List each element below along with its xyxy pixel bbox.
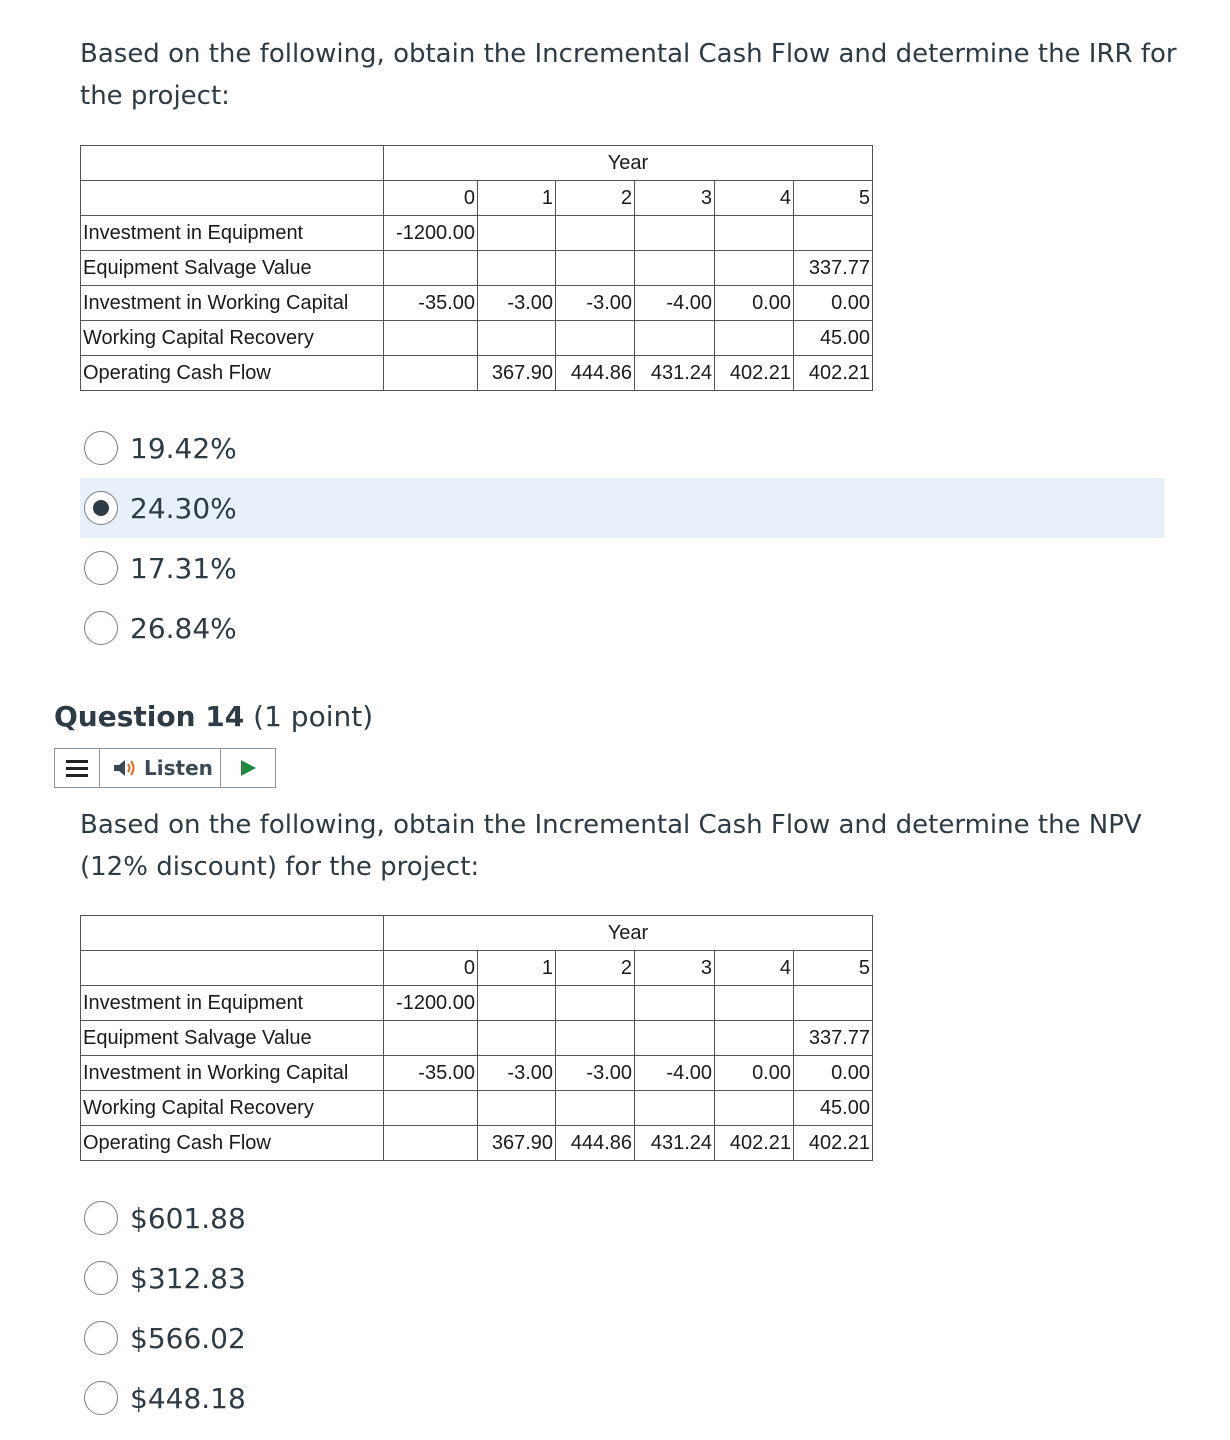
table-cell [635, 986, 715, 1021]
q14-option-4[interactable] [80, 1368, 1164, 1428]
table-cell: -4.00 [635, 1056, 715, 1091]
table-cell [635, 251, 715, 286]
table-cell [556, 1091, 635, 1126]
radio-button[interactable] [84, 1381, 118, 1415]
table-years-row [81, 181, 873, 216]
table-cell [715, 986, 794, 1021]
table-cell: 444.86 [556, 356, 635, 391]
play-icon [238, 758, 258, 778]
table-cell [478, 1091, 556, 1126]
q14-answer-options [80, 1188, 1164, 1428]
table-row [81, 356, 873, 391]
table-cell [715, 321, 794, 356]
table-cell [384, 1021, 478, 1056]
year-5: 5 [794, 181, 873, 216]
year-header: Year [384, 146, 873, 181]
year-4: 4 [715, 181, 794, 216]
table-cell: 367.90 [478, 356, 556, 391]
table-cell [794, 216, 873, 251]
row-label: Investment in Equipment [81, 986, 384, 1021]
table-row [81, 986, 873, 1021]
table-cell: 444.86 [556, 1126, 635, 1161]
table-cell: -3.00 [556, 1056, 635, 1091]
table-row [81, 1056, 873, 1091]
play-button[interactable] [221, 749, 275, 787]
table-row [81, 321, 873, 356]
option-label: $601.88 [130, 1201, 246, 1235]
table-cell [478, 251, 556, 286]
table-header-row [81, 916, 873, 951]
table-row [81, 1126, 873, 1161]
listen-button[interactable] [100, 749, 221, 787]
q13-answer-options [80, 418, 1164, 658]
table-cell: -1200.00 [384, 986, 478, 1021]
menu-icon[interactable] [55, 749, 100, 787]
table-cell: 402.21 [715, 356, 794, 391]
q13-option-4[interactable] [80, 598, 1164, 658]
table-row [81, 251, 873, 286]
table-row [81, 1091, 873, 1126]
q13-option-1[interactable] [80, 418, 1164, 478]
table-cell [384, 251, 478, 286]
table-cell [556, 1021, 635, 1056]
speaker-icon [112, 757, 138, 779]
table-cell [556, 216, 635, 251]
table-cell: 367.90 [478, 1126, 556, 1161]
q13-cash-flow-table [80, 145, 873, 391]
year-1: 1 [478, 181, 556, 216]
q14-title: Question 14 [54, 700, 245, 733]
table-cell: 0.00 [715, 1056, 794, 1091]
table-cell [384, 1091, 478, 1126]
table-cell [635, 216, 715, 251]
table-cell: 402.21 [794, 1126, 873, 1161]
table-cell [478, 216, 556, 251]
table-header-row [81, 146, 873, 181]
table-cell [556, 251, 635, 286]
option-label: 17.31% [130, 551, 237, 585]
table-cell: 402.21 [794, 356, 873, 391]
table-cell [478, 1021, 556, 1056]
table-cell [635, 1091, 715, 1126]
year-2: 2 [556, 951, 635, 986]
radio-button[interactable] [84, 551, 118, 585]
q13-option-3[interactable] [80, 538, 1164, 598]
table-cell [556, 986, 635, 1021]
q13-option-2[interactable] [80, 478, 1164, 538]
table-cell: 431.24 [635, 356, 715, 391]
table-cell: -4.00 [635, 286, 715, 321]
row-label: Equipment Salvage Value [81, 1021, 384, 1056]
option-label: 24.30% [130, 491, 237, 525]
row-label: Working Capital Recovery [81, 321, 384, 356]
table-cell [384, 1126, 478, 1161]
q14-cash-flow-table [80, 915, 873, 1161]
q14-points: (1 point) [253, 700, 374, 733]
table-cell: 0.00 [794, 1056, 873, 1091]
table-years-row [81, 951, 873, 986]
option-label: $448.18 [130, 1381, 246, 1415]
q14-option-2[interactable] [80, 1248, 1164, 1308]
table-cell [715, 251, 794, 286]
table-cell [715, 1091, 794, 1126]
option-label: $312.83 [130, 1261, 246, 1295]
year-0: 0 [384, 951, 478, 986]
row-label: Investment in Working Capital [81, 1056, 384, 1091]
table-row [81, 1021, 873, 1056]
radio-dot-icon [93, 500, 109, 516]
table-cell [715, 1021, 794, 1056]
table-cell [384, 321, 478, 356]
radio-button-selected[interactable] [84, 491, 118, 525]
table-cell [635, 321, 715, 356]
table-cell [556, 321, 635, 356]
option-label: 19.42% [130, 431, 237, 465]
table-row [81, 286, 873, 321]
option-label: 26.84% [130, 611, 237, 645]
listen-toolbar [54, 748, 276, 788]
radio-button[interactable] [84, 611, 118, 645]
table-cell: -35.00 [384, 286, 478, 321]
radio-button[interactable] [84, 431, 118, 465]
table-cell: -3.00 [556, 286, 635, 321]
q14-option-1[interactable] [80, 1188, 1164, 1248]
table-cell [715, 216, 794, 251]
q13-prompt: Based on the following, obtain the Incremental Cash Flow and determine the IRR for the project: [80, 39, 1177, 111]
q14-heading [54, 700, 373, 733]
table-row [81, 216, 873, 251]
year-5: 5 [794, 951, 873, 986]
radio-button[interactable] [84, 1261, 118, 1295]
table-cell: -3.00 [478, 1056, 556, 1091]
radio-button[interactable] [84, 1321, 118, 1355]
table-cell: -3.00 [478, 286, 556, 321]
year-1: 1 [478, 951, 556, 986]
table-cell: 337.77 [794, 251, 873, 286]
year-2: 2 [556, 181, 635, 216]
table-cell: 337.77 [794, 1021, 873, 1056]
row-label: Working Capital Recovery [81, 1091, 384, 1126]
year-header: Year [384, 916, 873, 951]
row-label: Investment in Equipment [81, 216, 384, 251]
table-cell: -1200.00 [384, 216, 478, 251]
table-cell: 402.21 [715, 1126, 794, 1161]
table-cell: 0.00 [794, 286, 873, 321]
radio-button[interactable] [84, 1201, 118, 1235]
table-cell [794, 986, 873, 1021]
table-cell: 45.00 [794, 321, 873, 356]
table-cell [478, 321, 556, 356]
row-label: Operating Cash Flow [81, 356, 384, 391]
row-label: Operating Cash Flow [81, 1126, 384, 1161]
q14-option-3[interactable] [80, 1308, 1164, 1368]
year-3: 3 [635, 181, 715, 216]
row-label: Investment in Working Capital [81, 286, 384, 321]
table-cell: 45.00 [794, 1091, 873, 1126]
listen-label: Listen [144, 756, 213, 780]
table-cell: -35.00 [384, 1056, 478, 1091]
year-4: 4 [715, 951, 794, 986]
table-cell: 431.24 [635, 1126, 715, 1161]
option-label: $566.02 [130, 1321, 246, 1355]
row-label: Equipment Salvage Value [81, 251, 384, 286]
table-cell [635, 1021, 715, 1056]
year-0: 0 [384, 181, 478, 216]
year-3: 3 [635, 951, 715, 986]
table-cell [478, 986, 556, 1021]
table-cell [384, 356, 478, 391]
table-cell: 0.00 [715, 286, 794, 321]
q14-prompt: Based on the following, obtain the Incremental Cash Flow and determine the NPV (12% discount) for the project: [80, 810, 1142, 882]
